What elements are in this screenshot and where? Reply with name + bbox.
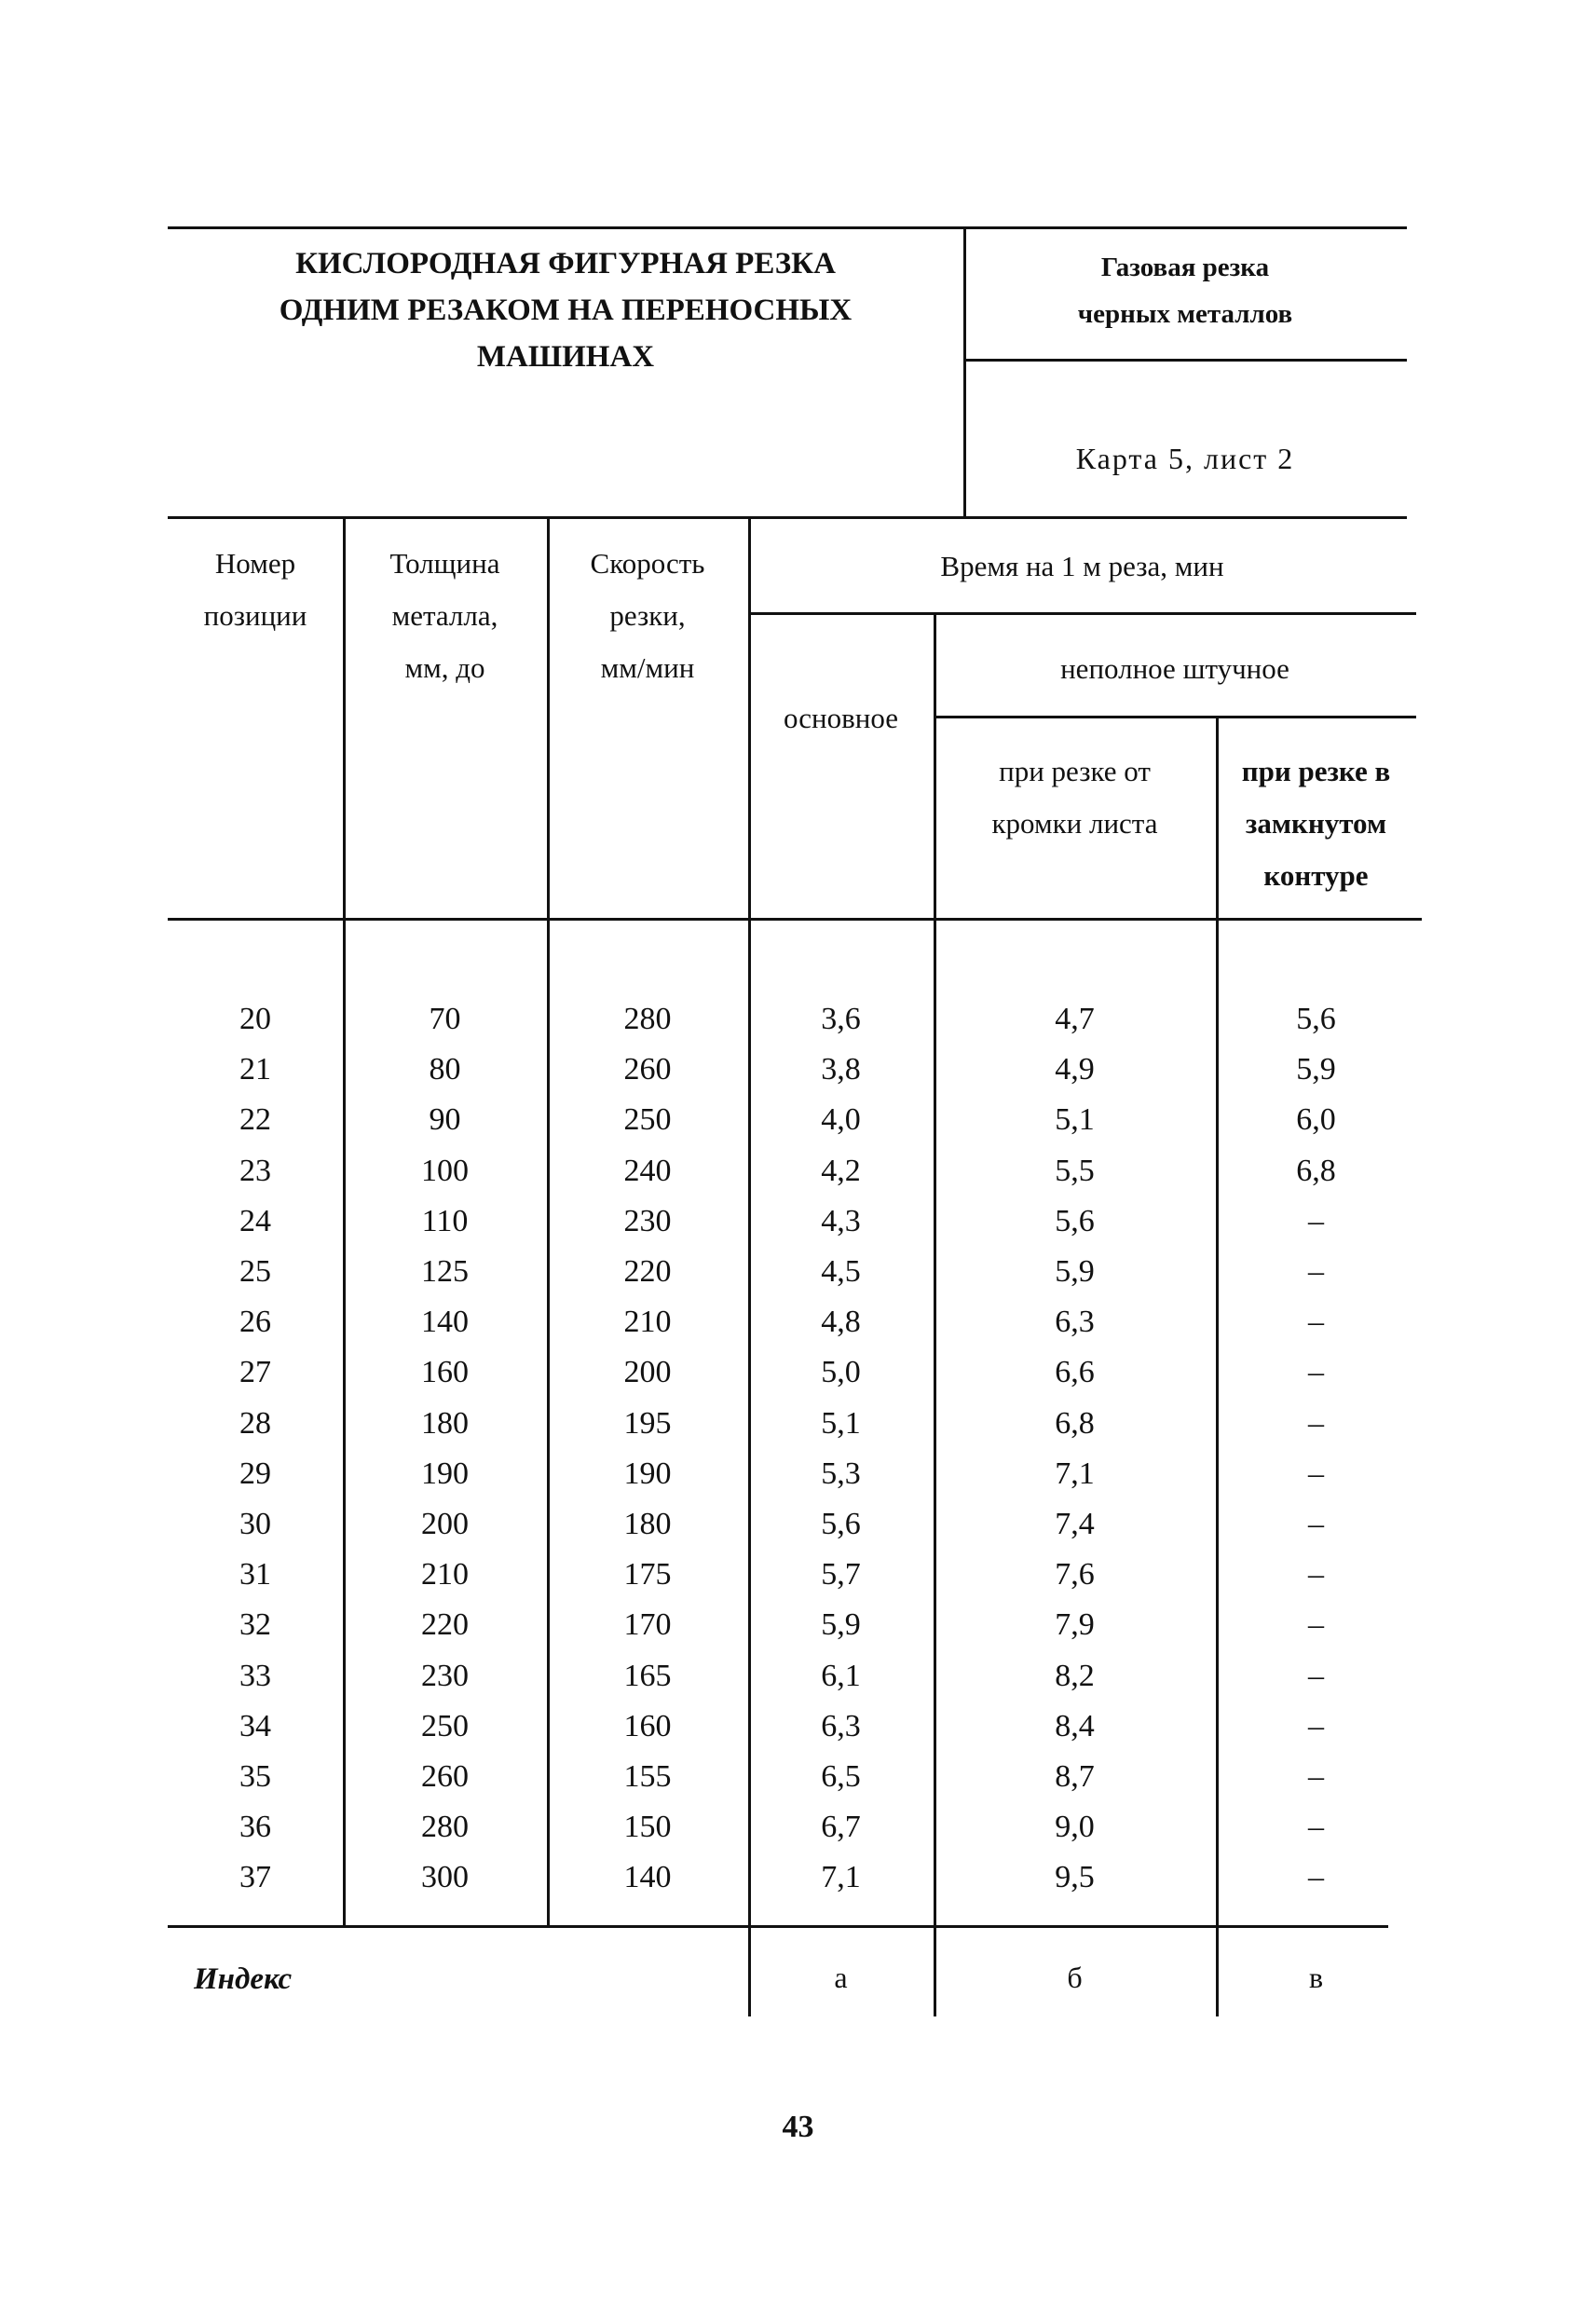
table-row <box>0 1550 1596 1600</box>
cell-closed: – <box>1308 1355 1324 1390</box>
cell-thickness: 230 <box>421 1658 469 1693</box>
cell-position: 37 <box>239 1860 271 1895</box>
table-row <box>0 1095 1596 1145</box>
cell-speed: 175 <box>623 1557 672 1592</box>
cell-edge: 5,1 <box>1055 1102 1095 1138</box>
header-base-rule <box>168 918 1422 921</box>
cell-closed: – <box>1308 1405 1324 1441</box>
table-bottom-rule <box>168 1925 1388 1928</box>
cell-main: 5,7 <box>821 1557 861 1592</box>
cell-main: 3,6 <box>821 1002 861 1036</box>
cell-closed: – <box>1308 1557 1324 1592</box>
cell-speed: 210 <box>623 1305 672 1340</box>
col-header-incomplete-group: неполное штучное <box>1060 652 1289 685</box>
cell-edge: 7,9 <box>1055 1607 1095 1643</box>
cell-closed: – <box>1308 1860 1324 1895</box>
col-header-line: при резке в <box>1241 755 1391 787</box>
table-row <box>0 1146 1596 1196</box>
table-row <box>0 994 1596 1045</box>
col-header-line: контуре <box>1263 859 1369 892</box>
table-row <box>0 1600 1596 1650</box>
cell-main: 5,3 <box>821 1456 861 1491</box>
cell-edge: 9,5 <box>1055 1860 1095 1895</box>
cell-edge: 4,7 <box>1055 1002 1095 1036</box>
cell-main: 6,5 <box>821 1759 861 1794</box>
cell-position: 36 <box>239 1810 271 1845</box>
cell-speed: 180 <box>623 1507 672 1541</box>
cell-closed: – <box>1308 1810 1324 1845</box>
cell-thickness: 250 <box>421 1708 469 1743</box>
cell-speed: 195 <box>623 1405 672 1441</box>
table-row <box>0 1196 1596 1247</box>
cell-position: 34 <box>239 1708 271 1743</box>
cell-main: 6,7 <box>821 1810 861 1845</box>
col-header-line: резки, <box>609 599 686 632</box>
cell-thickness: 110 <box>421 1203 469 1238</box>
cell-position: 35 <box>239 1759 271 1794</box>
cell-position: 24 <box>239 1203 271 1238</box>
col-header-time-group: Время на 1 м реза, мин <box>940 550 1224 582</box>
title-line: ОДНИМ РЕЗАКОМ НА ПЕРЕНОСНЫХ <box>279 294 853 327</box>
title-line: КИСЛОРОДНАЯ ФИГУРНАЯ РЕЗКА <box>295 247 836 280</box>
table-row <box>0 1752 1596 1802</box>
cell-speed: 190 <box>623 1456 672 1491</box>
cell-main: 4,0 <box>821 1102 861 1138</box>
cell-main: 3,8 <box>821 1052 861 1087</box>
cell-closed: – <box>1308 1759 1324 1794</box>
col-header-speed <box>547 538 748 694</box>
table-row <box>0 1297 1596 1347</box>
cell-closed: – <box>1308 1203 1324 1238</box>
cell-speed: 220 <box>623 1254 672 1289</box>
index-value-v: в <box>1308 1961 1324 1994</box>
title-line: МАШИНАХ <box>476 340 655 374</box>
cell-thickness: 210 <box>421 1557 469 1592</box>
cell-edge: 5,6 <box>1055 1203 1095 1238</box>
cell-thickness: 125 <box>421 1254 469 1289</box>
cell-speed: 260 <box>623 1052 672 1087</box>
cell-position: 27 <box>239 1355 271 1390</box>
col-header-line: мм/мин <box>600 651 695 684</box>
col-header-thickness <box>343 538 547 694</box>
cell-edge: 5,9 <box>1055 1254 1095 1289</box>
cell-thickness: 280 <box>421 1810 469 1845</box>
cell-main: 4,8 <box>821 1305 861 1340</box>
table-row <box>0 1399 1596 1449</box>
table-row <box>0 1045 1596 1095</box>
cell-main: 4,3 <box>821 1203 861 1238</box>
index-value-a: а <box>834 1961 848 1994</box>
col-header-line: позиции <box>203 599 307 632</box>
incomplete-group-rule <box>934 716 1416 718</box>
cell-closed: 5,9 <box>1296 1052 1336 1087</box>
table-row <box>0 1852 1596 1903</box>
cell-speed: 170 <box>623 1607 672 1643</box>
cell-position: 28 <box>239 1405 271 1441</box>
cell-position: 33 <box>239 1658 271 1693</box>
cell-edge: 7,6 <box>1055 1557 1095 1592</box>
cell-position: 22 <box>239 1102 271 1138</box>
cell-edge: 5,5 <box>1055 1153 1095 1188</box>
cell-closed: – <box>1308 1708 1324 1743</box>
cell-main: 6,3 <box>821 1708 861 1743</box>
cell-closed: 5,6 <box>1296 1002 1336 1036</box>
table-row <box>0 1802 1596 1852</box>
col-header-line: кромки листа <box>991 807 1158 840</box>
table-row <box>0 1499 1596 1550</box>
cell-thickness: 190 <box>421 1456 469 1491</box>
cell-thickness: 200 <box>421 1507 469 1541</box>
cell-main: 4,2 <box>821 1153 861 1188</box>
cell-edge: 9,0 <box>1055 1810 1095 1845</box>
cell-thickness: 90 <box>429 1102 461 1138</box>
cell-edge: 7,1 <box>1055 1456 1095 1491</box>
cell-main: 5,0 <box>821 1355 861 1390</box>
cell-thickness: 80 <box>429 1052 461 1087</box>
cell-speed: 280 <box>623 1002 672 1036</box>
cell-position: 23 <box>239 1153 271 1188</box>
cell-thickness: 140 <box>421 1305 469 1340</box>
cell-thickness: 100 <box>421 1153 469 1188</box>
category-line: черных металлов <box>1077 299 1293 329</box>
category-line: Газовая резка <box>1100 253 1270 282</box>
col-header-line: Номер <box>214 547 296 580</box>
cell-thickness: 260 <box>421 1759 469 1794</box>
col-header-edge <box>934 745 1216 850</box>
table-row <box>0 1347 1596 1398</box>
col-header-position <box>168 538 343 642</box>
cell-speed: 165 <box>623 1658 672 1693</box>
cell-closed: 6,0 <box>1296 1102 1336 1138</box>
col-header-line: мм, до <box>404 651 485 684</box>
cell-speed: 240 <box>623 1153 672 1188</box>
col-header-line: Толщина <box>389 547 500 580</box>
index-value-b: б <box>1067 1961 1083 1994</box>
top-rule <box>168 226 1407 229</box>
cell-edge: 6,3 <box>1055 1305 1095 1340</box>
cell-speed: 200 <box>623 1355 672 1390</box>
cell-main: 6,1 <box>821 1658 861 1693</box>
cell-edge: 6,8 <box>1055 1405 1095 1441</box>
page-number: 43 <box>782 2110 814 2144</box>
cell-thickness: 180 <box>421 1405 469 1441</box>
header-right-rule <box>963 359 1407 362</box>
cell-edge: 8,4 <box>1055 1708 1095 1743</box>
cell-main: 4,5 <box>821 1254 861 1289</box>
cell-position: 26 <box>239 1305 271 1340</box>
cell-edge: 8,7 <box>1055 1759 1095 1794</box>
col-header-line: Скорость <box>590 547 705 580</box>
cell-thickness: 70 <box>429 1002 461 1036</box>
cell-position: 29 <box>239 1456 271 1491</box>
cell-main: 5,1 <box>821 1405 861 1441</box>
col-header-line: при резке от <box>999 755 1151 787</box>
cell-closed: – <box>1308 1507 1324 1541</box>
cell-position: 20 <box>239 1002 271 1036</box>
cell-edge: 4,9 <box>1055 1052 1095 1087</box>
cell-thickness: 160 <box>421 1355 469 1390</box>
table-row <box>0 1651 1596 1702</box>
table-row <box>0 1449 1596 1499</box>
cell-speed: 160 <box>623 1708 672 1743</box>
table-row <box>0 1702 1596 1752</box>
cell-edge: 8,2 <box>1055 1658 1095 1693</box>
cell-speed: 150 <box>623 1810 672 1845</box>
cell-closed: 6,8 <box>1296 1153 1336 1188</box>
cell-main: 7,1 <box>821 1860 861 1895</box>
col-header-line: металла, <box>391 599 498 632</box>
cell-speed: 155 <box>623 1759 672 1794</box>
cell-speed: 140 <box>623 1860 672 1895</box>
cell-position: 32 <box>239 1607 271 1643</box>
page-title <box>168 240 963 380</box>
cell-closed: – <box>1308 1456 1324 1491</box>
cell-edge: 6,6 <box>1055 1355 1095 1390</box>
cell-main: 5,9 <box>821 1607 861 1643</box>
cell-thickness: 300 <box>421 1860 469 1895</box>
cell-thickness: 220 <box>421 1607 469 1643</box>
cell-edge: 7,4 <box>1055 1507 1095 1541</box>
cell-main: 5,6 <box>821 1507 861 1541</box>
cell-closed: – <box>1308 1305 1324 1340</box>
cell-closed: – <box>1308 1607 1324 1643</box>
index-label: Индекс <box>194 1962 293 1996</box>
cell-speed: 250 <box>623 1102 672 1138</box>
cell-position: 21 <box>239 1052 271 1087</box>
cell-speed: 230 <box>623 1203 672 1238</box>
table-row <box>0 1247 1596 1297</box>
cell-position: 25 <box>239 1254 271 1289</box>
col-header-line: замкнутом <box>1245 807 1387 840</box>
col-header-main: основное <box>784 702 898 734</box>
cell-position: 31 <box>239 1557 271 1592</box>
col-header-closed <box>1216 745 1416 902</box>
category-label <box>963 244 1407 337</box>
cell-position: 30 <box>239 1507 271 1541</box>
header-bottom-rule <box>168 516 1407 519</box>
cell-closed: – <box>1308 1658 1324 1693</box>
time-group-rule <box>748 612 1416 615</box>
cell-closed: – <box>1308 1254 1324 1289</box>
card-label: Карта 5, лист 2 <box>1075 442 1295 475</box>
